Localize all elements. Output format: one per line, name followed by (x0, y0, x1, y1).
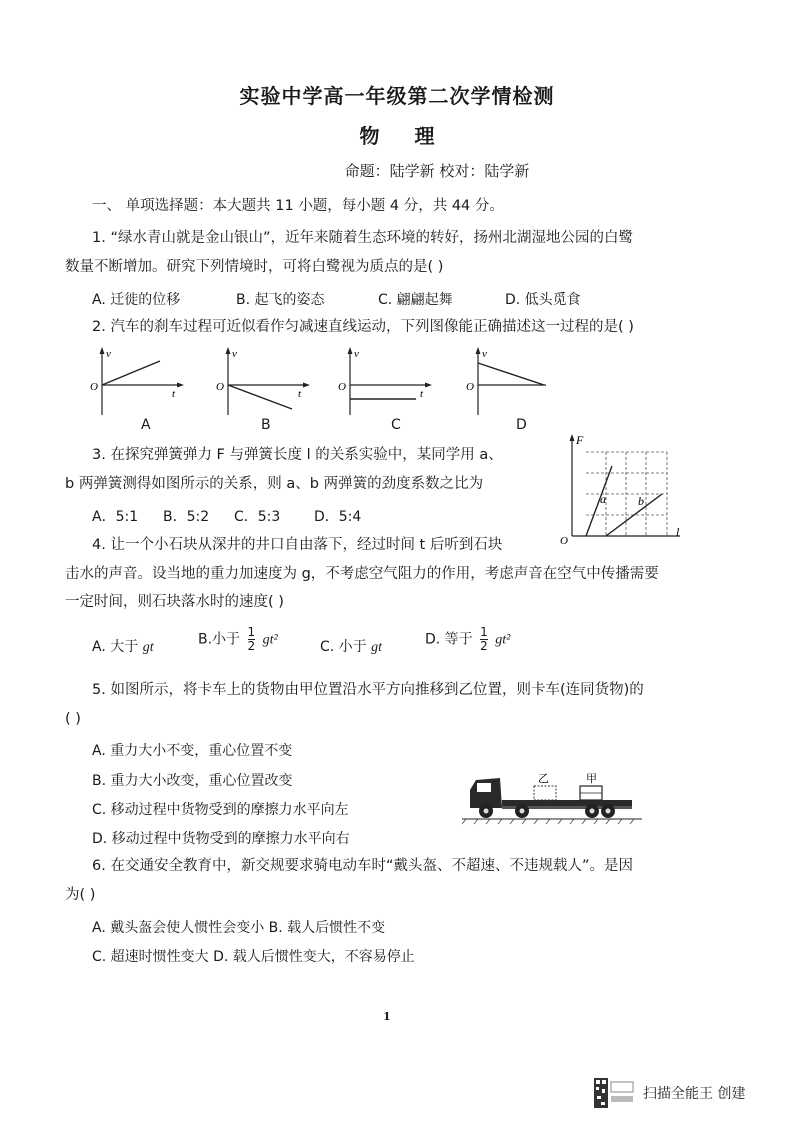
q4-option-c-expr: gt (371, 640, 383, 655)
q2-graphs (80, 343, 560, 428)
q1-option-b: B. 起飞的姿态 (236, 292, 325, 308)
q6-line1: 6. 在交通安全教育中，新交规要求骑电动车时“戴头盔、不超速、不违规载人”。是因 (92, 858, 633, 874)
q4-option-d-den: 2 (480, 639, 488, 653)
q5-option-a: A. 重力大小不变，重心位置不变 (92, 743, 293, 759)
spring-b-label: b (638, 494, 644, 508)
cargo-position-yi (534, 786, 556, 800)
graph-b-axis-t: t (298, 388, 302, 400)
label-jia: 甲 (586, 773, 597, 785)
spring-a-label: a (600, 492, 606, 506)
q4-option-b-num: 1 (247, 625, 256, 639)
graph-c-axis-t: t (420, 388, 424, 400)
q5-option-c: C. 移动过程中货物受到的摩擦力水平向左 (92, 802, 349, 818)
q4-option-c-label: C. 小于 (320, 639, 367, 655)
truck-cab (470, 778, 502, 808)
graph-d-axis-v: v (482, 348, 487, 360)
graph-d (466, 347, 546, 415)
q5-option-b: B. 重力大小改变，重心位置改变 (92, 773, 293, 789)
q4-option-a-expr: gt (142, 640, 154, 655)
q3-option-d: D．5:4 (314, 509, 362, 525)
graph-a-axis-t: t (172, 388, 176, 400)
graph-a-line (102, 361, 160, 385)
q4-option-b-fraction (248, 626, 256, 653)
truck-window (477, 783, 491, 792)
q1-line2: 数量不断增加。研究下列情境时，可将白鹭视为质点的是( ) (65, 259, 444, 275)
page-number: 1 (383, 1010, 391, 1023)
q2-graph-label-a: A (141, 417, 151, 433)
exam-title: 实验中学高一年级第二次学情检测 (239, 84, 555, 108)
graph-c (338, 347, 432, 415)
q4-option-c (320, 636, 382, 656)
q3-option-b: B．5:2 (163, 509, 210, 525)
graph-b (216, 347, 310, 415)
q2-graph-label-d: D (516, 417, 527, 433)
q3-option-c: C．5:3 (234, 509, 281, 525)
graph-d-origin: O (466, 381, 474, 393)
q3-spring-graph (552, 432, 692, 552)
graph-d-line (478, 363, 544, 385)
author-line: 命题：陆学新 校对：陆学新 (344, 162, 530, 180)
graph-a (90, 347, 184, 415)
q5-option-d: D. 移动过程中货物受到的摩擦力水平向右 (92, 831, 350, 847)
q1-line1: 1. “绿水青山就是金山银山”，近年来随着生态环境的转好，扬州北湖湿地公园的白鹭 (92, 230, 633, 246)
q4-option-b-den: 2 (247, 639, 256, 653)
q3-axis-l: l (676, 525, 680, 539)
q4-option-a-label: A. 大于 (92, 639, 139, 655)
q5-truck-illustration (462, 764, 644, 826)
q5-line2: ( ) (65, 711, 81, 727)
q4-option-d-label: D. 等于 (425, 631, 473, 648)
scanner-logo-icon (594, 1078, 636, 1110)
graph-b-axis-v: v (232, 348, 237, 360)
q4-line1: 4. 让一个小石块从深井的井口自由落下，经过时间 t 后听到石块 (92, 537, 503, 553)
graph-c-axis-v: v (354, 348, 359, 360)
brand-watermark: 扫描全能王 创建 (643, 1086, 746, 1102)
q4-option-d-expr: gt² (495, 632, 511, 648)
graph-b-line (228, 385, 292, 409)
q3-grid (586, 452, 667, 536)
q1-option-a: A. 迁徙的位移 (92, 292, 181, 308)
label-yi: 乙 (538, 773, 549, 785)
q4-option-d (425, 626, 510, 653)
q3-line1: 3. 在探究弹簧弹力 F 与弹簧长度 l 的关系实验中，某同学用 a、 (92, 447, 503, 463)
q4-option-d-fraction (480, 626, 488, 653)
q3-line2: b 两弹簧测得如图所示的关系，则 a、b 两弹簧的劲度系数之比为 (65, 476, 484, 492)
graph-c-origin: O (338, 381, 346, 393)
q2-graph-label-b: B (261, 417, 271, 433)
q4-option-b (198, 626, 278, 653)
q4-option-b-expr: gt² (262, 632, 278, 648)
q6-line2: 为( ) (65, 887, 96, 903)
subject-heading: 物 理 (359, 124, 449, 148)
q3-option-a: A．5:1 (92, 509, 139, 525)
q2-stem: 2. 汽车的刹车过程可近似看作匀减速直线运动，下列图像能正确描述这一过程的是( ) (92, 319, 634, 335)
q1-option-c: C. 翩翩起舞 (378, 292, 453, 308)
q2-graph-label-c: C (391, 417, 401, 433)
q4-option-b-label: B.小于 (198, 631, 241, 648)
graph-a-origin: O (90, 381, 98, 393)
q4-option-d-num: 1 (480, 625, 488, 639)
q5-line1: 5. 如图所示，将卡车上的货物由甲位置沿水平方向推移到乙位置，则卡车(连同货物)的 (92, 682, 644, 698)
q6-options-cd: C. 超速时惯性变大 D. 载人后惯性变大，不容易停止 (92, 949, 415, 965)
q3-axis-f: F (576, 433, 584, 447)
q4-line2: 击水的声音。设当地的重力加速度为 g，不考虑空气阻力的作用，考虑声音在空气中传播需要 (65, 566, 659, 582)
q1-option-d: D. 低头觅食 (505, 292, 581, 308)
graph-a-axis-v: v (106, 348, 111, 360)
section-heading: 一、 单项选择题：本大题共 11 小题，每小题 4 分，共 44 分。 (92, 198, 504, 214)
q3-origin: O (560, 535, 568, 547)
graph-b-origin: O (216, 381, 224, 393)
q6-options-ab: A. 戴头盔会使人惯性会变小 B. 载人后惯性不变 (92, 920, 386, 936)
spring-a-line (586, 466, 612, 536)
q4-option-a (92, 636, 154, 656)
q4-line3: 一定时间，则石块落水时的速度( ) (65, 594, 284, 610)
